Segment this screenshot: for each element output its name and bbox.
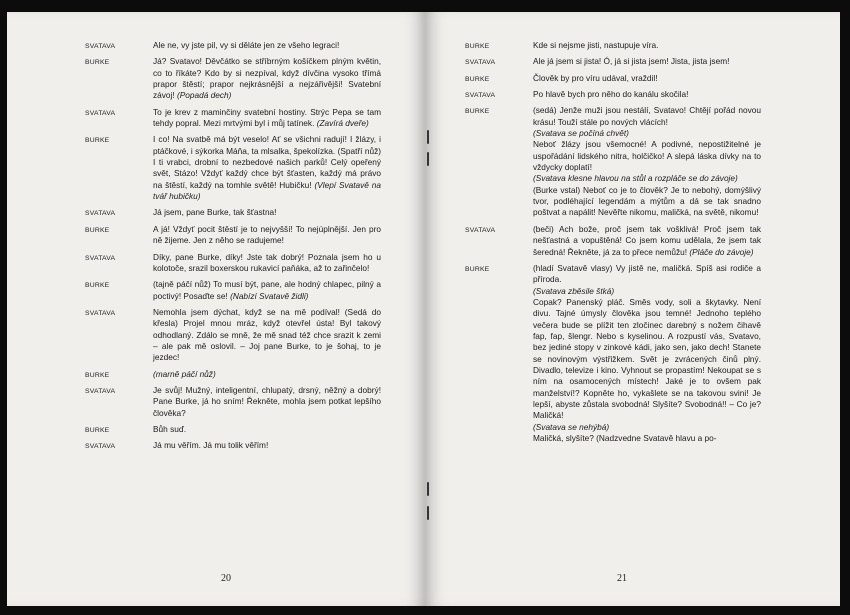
dialogue-entry (85, 56, 381, 101)
dialogue-entry (465, 263, 761, 445)
speech-text: Člověk by pro víru udával, vraždil! (533, 72, 658, 83)
stage-direction: (Popadá dech) (177, 90, 232, 101)
dialogue-entry (465, 73, 761, 84)
dialogue-entry (465, 56, 761, 67)
speaker-name: SVATAVA (465, 92, 496, 100)
speaker-name: SVATAVA (85, 43, 116, 50)
speech-text: Neboť žlázy jsou všemocné! A podivné, nepostižitelné je uspořádání lidského nitra, holčičko! A slepá láska dívky na to vždycky doplatí! (533, 139, 761, 173)
speech-text: Ale já jsem si jista! Ó, já si jista jsem! Jista, jista jsem! (533, 56, 730, 67)
speaker-name: BURKE (85, 371, 110, 379)
left-page (7, 12, 425, 606)
speech-text: Já jsem, pane Burke, tak šťastna! (153, 207, 277, 218)
speech-text: (Burke vstal) Neboť co je to člověk? Je to nebohý, domýšlivý tvor, podléhající legendám a mýtům a dá se tak snadno poštvat a napálit! Nevěřte nikomu, maličká, na světě, nikomu! (533, 184, 761, 218)
stage-direction: (Vlepí Svatavě na tvář hubičku) (153, 179, 381, 202)
stage-direction: (Svatava se počíná chvět) (533, 128, 629, 139)
speech-text: I co! Na svatbě má být veselo! Ať se všichni radují! I žlázy, i ptáčkové, i sýkorka Máňa, ta mlsalka, špekolízka. (Spatří nůž) I ti vrabci, drobní to nezbedové našich parků! Celý opeřený svět, Stázo! Vždyť každý chce být šťasten, každý má právo na štěstí, každý na tomhle světě! Hubičku! (153, 134, 381, 190)
page-number: 21 (617, 573, 627, 584)
dialogue-entry (85, 40, 381, 51)
speaker-name: BURKE (465, 108, 490, 116)
dialogue-entry (85, 369, 381, 380)
stage-direction: (Svatava zběsile štká) (533, 285, 615, 296)
speech-text: (sedá) Jenže muži jsou nestálí, Svatavo! Chtějí pořád novou krásu! Touží stále po nových vlácích! (533, 105, 761, 127)
dialogue-entry (85, 107, 381, 130)
speech-text: (beči) Ach bože, proč jsem tak vošklivá! Proč jsem tak nešťastná a vopuštěná! Co jsem komu udělala, že jsem tak šeredná! Řekněte, já za to přece nemůžu! (533, 223, 761, 257)
left-dialogue-column (85, 40, 381, 457)
speaker-name: BURKE (85, 59, 110, 67)
speaker-name: BURKE (85, 282, 110, 290)
dialogue-entry (465, 40, 761, 51)
speech-text: (hladí Svatavě vlasy) Vy jistě ne, maličká. Spíš asi rodiče a příroda. (533, 262, 761, 285)
staple-mark (427, 506, 429, 520)
staple-mark (427, 152, 429, 166)
dialogue-entry (85, 424, 381, 435)
speaker-name: SVATAVA (85, 387, 116, 395)
speech-text: Díky, pane Burke, díky! Jste tak dobrý! Poznala jsem ho u kolotoče, srazil boxerskou rukavicí paňáka, až to zařinčelo! (153, 251, 381, 273)
speaker-name: SVATAVA (85, 254, 116, 262)
dialogue-entry (85, 385, 381, 419)
speaker-name: SVATAVA (465, 226, 496, 234)
speaker-name: BURKE (85, 137, 110, 145)
speaker-name: BURKE (465, 265, 490, 273)
staple-mark (427, 130, 429, 144)
speech-text: To je krev z maminčiny svatební hostiny. Strýc Pepa se tam tehdy popral. Mezi mrtvými byl i můj tatínek. (153, 106, 381, 129)
right-dialogue-column (465, 40, 761, 449)
stage-direction: (Pláče do závoje) (689, 246, 754, 257)
stage-direction: (Nabízí Svatavě židli) (230, 290, 309, 301)
speech-text: Kde si nejsme jisti, nastupuje víra. (533, 40, 659, 50)
speaker-name: BURKE (465, 75, 490, 83)
dialogue-entry (85, 307, 381, 364)
speech-text: Ale ne, vy jste pil, vy si děláte jen ze všeho legraci! (153, 40, 340, 50)
speech-text: Maličká, slyšíte? (Nadzvedne Svatavě hlavu a po- (533, 433, 717, 443)
speech-text: A já! Vždyť pocit štěstí je to nejvyšší! To nejúplnější. Jen pro ně žijeme. Jen z něho se radujeme! (153, 223, 381, 246)
speaker-name: SVATAVA (85, 309, 116, 317)
speech-text: Nemohla jsem dýchat, když se na mě podíval! (Sedá do křesla) Projel mnou mráz, když otevřel ústa! Byl takový odhodlaný. Zdálo se mně, že mě snad též chce srazit k zemi – ale pak mě oslovil. – Joj pane Burke, to je šohaj, to je jezdec! (153, 306, 381, 363)
page-number: 20 (221, 573, 231, 584)
dialogue-entry (465, 105, 761, 218)
dialogue-entry (465, 224, 761, 258)
dialogue-entry (85, 252, 381, 275)
dialogue-entry (85, 224, 381, 247)
speaker-name: SVATAVA (85, 210, 116, 218)
speaker-name: SVATAVA (465, 59, 496, 67)
staple-mark (427, 482, 429, 496)
speech-text: Copak? Panenský pláč. Směs vody, soli a škytavky. Není divu. Tajné úmysly člověka jsou temné! Jednoho teplého večera bude se plížit ten zločinec darebný s nožem čihavě fap, fap, šlengr. Nebo s kyselinou. A rozpustí vás, Svatavo, bez jediné stopy v zinkové kádi, jako sen, jako dech! Stanete se novinovým výstřižkem. Svět je zvrácených činů plný. Divadlo, televize i kino. Vyhnout se propastím! Nekoupat se s ním na osamocených místech! Jaké je to ovšem pak manželství!? Kopněte ho, vykašlete se na takovou svini! Je lepší, abyste zůstala svobodná! Slyšíte? Svobodná!! – Co je? Maličká! (533, 296, 761, 421)
stage-direction: (Zavírá dveře) (316, 118, 369, 129)
speaker-name: BURKE (85, 426, 110, 434)
stage-direction: (Svatava klesne hlavou na stůl a rozpláče se do závoje) (533, 173, 738, 184)
speaker-name: BURKE (465, 43, 490, 50)
speech-text: Je svůj! Mužný, inteligentní, chlupatý, drsný, něžný a dobrý! Pane Burke, já ho sním! Řekněte, mohla jsem potkat lepšího člověka? (153, 384, 381, 418)
speech-text: Po hlavě bych pro něho do kanálu skočila! (533, 89, 689, 100)
dialogue-entry (85, 207, 381, 218)
speaker-name: BURKE (85, 226, 110, 234)
stage-direction: (marně páčí nůž) (153, 368, 216, 379)
dialogue-entry (465, 89, 761, 100)
speaker-name: SVATAVA (85, 443, 116, 451)
right-page (425, 12, 840, 606)
speech-text: Bůh suď. (153, 423, 187, 434)
dialogue-entry (85, 440, 381, 451)
stage-direction: (Svatava se nehýbá) (533, 421, 610, 432)
speech-text: Já? Svatavo! Děvčátko se stříbrným košíčkem plným květin, co to říkáte? Kdo by si nezpíval, když dívčina vysoko třímá prapor štěstí; prapor nejkrásnější a nejzářivější! Svatební závoj! (153, 56, 381, 101)
speech-text: (tajně páčí nůž) To musí být, pane, ale hodný chlapec, pilný a poctivý! Posaďte se! (153, 279, 381, 301)
dialogue-entry (85, 279, 381, 302)
dialogue-entry (85, 134, 381, 202)
speaker-name: SVATAVA (85, 109, 116, 117)
speech-text: Já mu věřím. Já mu tolik věřím! (153, 440, 269, 451)
